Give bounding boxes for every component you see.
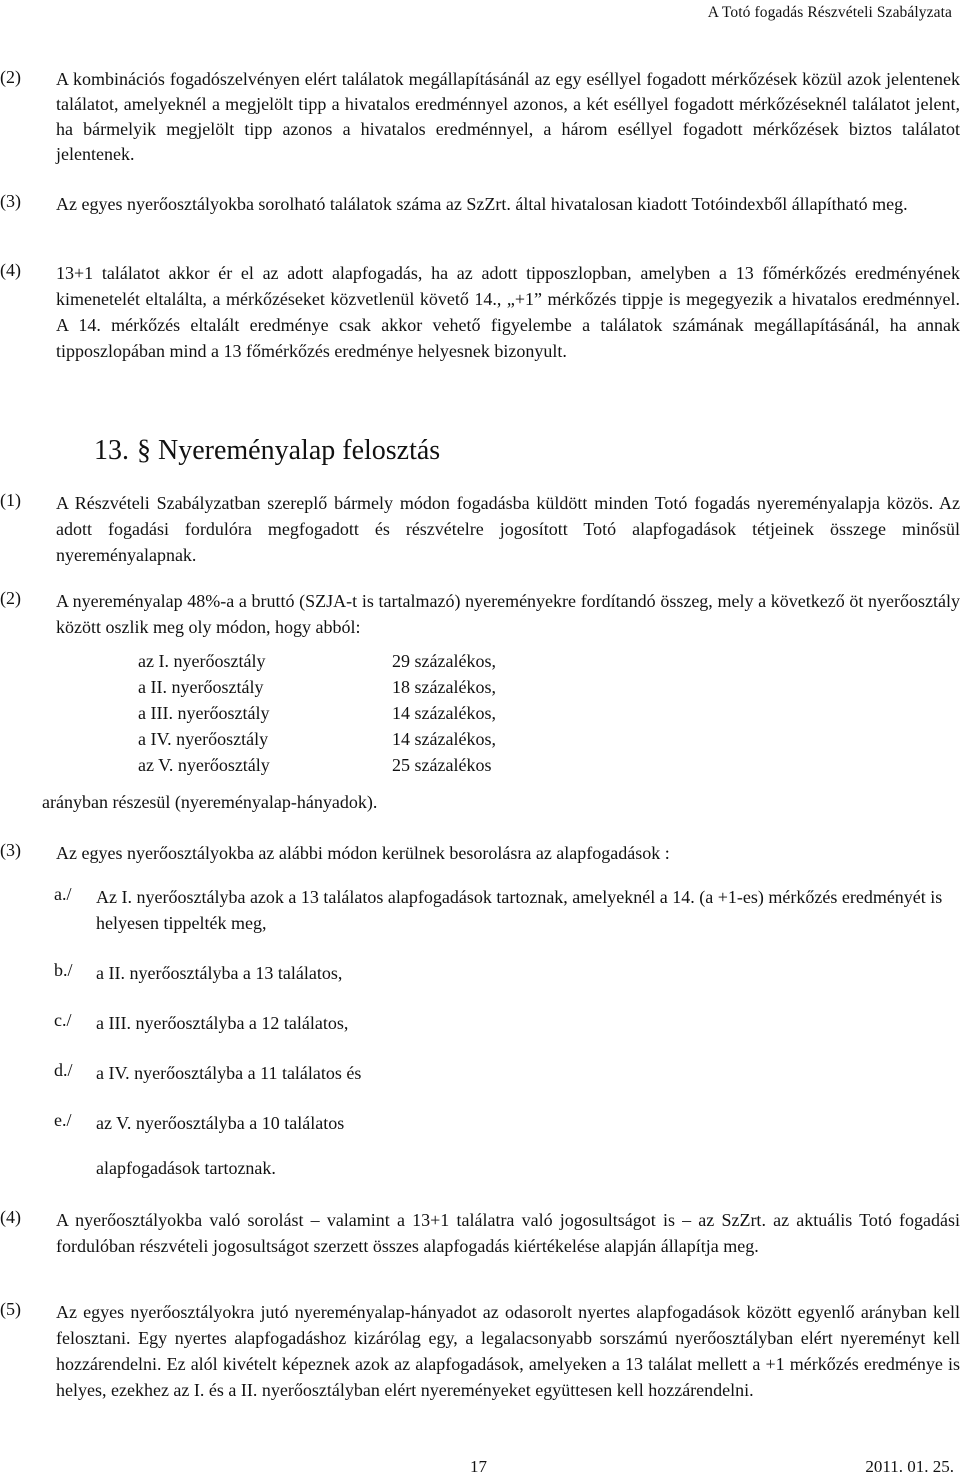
paragraph-number: (5) <box>0 1299 21 1319</box>
distribution-note: arányban részesül (nyereményalap-hányadok). <box>42 792 378 812</box>
paragraph-text: Az egyes nyerőosztályokra jutó nyereményalap-hányadot az odasorolt nyertes alapfogadások között egyenlő arányban kell felosztani. Egy nyertes alapfogadáshoz kizárólag egy, a legalacsonyabb sorszámú nyerőosztályban elért nyereményt kell hozzárendelni. Ez alól kivételt képeznek azok az alapfogadások, amelyeken a 13 találat mellett a +1 mérkőzés eredménye is helyes, ezekhez az I. és a II. nyerőosztályban elért nyereményeket együttesen kell hozzárendelni. <box>56 1302 960 1400</box>
subitem-label: b./ <box>54 960 73 980</box>
subitem-label: a./ <box>54 884 72 904</box>
paragraph-number: (1) <box>0 490 21 510</box>
paragraph-number: (2) <box>0 67 21 87</box>
subitem-label: e./ <box>54 1110 72 1130</box>
page-number: 17 <box>470 1457 487 1476</box>
winning-class: az I. nyerőosztály <box>138 651 266 671</box>
class-percent: 18 százalékos, <box>392 677 496 697</box>
paragraph-text: A kombinációs fogadószelvényen elért találatok megállapításánál az egy eséllyel fogadott mérkőzések közül azok jelentenek találatot, amelyeknél a megjelölt tipp a hivatalos eredménnyel azonos, a két eséllyel fogadott mérkőzéseknél találatot jelent, ha bármelyik megjelölt tipp azonos a hivatalos eredménnyel, a három eséllyel fogadott mérkőzések biztos találatot jelentenek. <box>56 69 960 164</box>
subitem-text: az V. nyerőosztályba a 10 találatos <box>96 1113 345 1133</box>
class-percent: 29 százalékos, <box>392 651 496 671</box>
section-symbol: § <box>137 435 151 466</box>
winning-class: a II. nyerőosztály <box>138 677 264 697</box>
section-title: Nyereményalap felosztás <box>158 435 441 466</box>
running-header: A Totó fogadás Részvételi Szabályzata <box>707 4 952 21</box>
class-percent: 14 százalékos, <box>392 729 496 749</box>
subitem-label: c./ <box>54 1010 72 1030</box>
paragraph-text: Az egyes nyerőosztályokba sorolható találatok száma az SzZrt. által hivatalosan kiadott Totóindexből állapítható meg. <box>56 194 908 214</box>
paragraph-number: (3) <box>0 840 21 860</box>
paragraph-number: (2) <box>0 588 21 608</box>
paragraph-text: A nyereményalap 48%-a a bruttó (SZJA-t is tartalmazó) nyereményekre fordítandó összeg, mely a következő öt nyerőosztály között oszlik meg oly módon, hogy abból: <box>56 591 960 637</box>
paragraph-text: 13+1 találatot akkor ér el az adott alapfogadás, ha az adott tipposzlopban, amelyben a 13 főmérkőzés eredményének kimenetelét eltalálta, a mérkőzéseket közvetlenül követő 14., „+1” mérkőzés tippje is megegyezik a hivatalos eredménnyel. A 14. mérkőzés eltalált eredménye csak akkor vehető figyelembe a találatok számának megállapításánál, ha annak tipposzlopában mind a 13 főmérkőzés eredménye helyesnek bizonyult. <box>56 263 960 361</box>
subitem-text: a IV. nyerőosztályba a 11 találatos és <box>96 1063 362 1083</box>
footer-date: 2011. 01. 25. <box>865 1457 954 1476</box>
class-percent: 14 százalékos, <box>392 703 496 723</box>
winning-class: a IV. nyerőosztály <box>138 729 269 749</box>
subitem-label: d./ <box>54 1060 73 1080</box>
class-percent: 25 százalékos <box>392 755 492 775</box>
subitem-text: a II. nyerőosztályba a 13 találatos, <box>96 963 343 983</box>
paragraph-text: A nyerőosztályokba való sorolást – valamint a 13+1 találatra való jogosultságot is – az SzZrt. az aktuális Totó fogadási fordulóban részvételi jogosultságot szerzett összes alapfogadás kiértékelése alapján állapítja meg. <box>56 1210 960 1256</box>
section-number: 13. <box>94 435 129 466</box>
winning-class: az V. nyerőosztály <box>138 755 270 775</box>
paragraph-number: (4) <box>0 260 21 280</box>
subitems-closing: alapfogadások tartoznak. <box>96 1158 276 1178</box>
paragraph-text: Az egyes nyerőosztályokba az alábbi módon kerülnek besorolásra az alapfogadások : <box>56 843 670 863</box>
paragraph-number: (4) <box>0 1207 21 1227</box>
subitem-text: a III. nyerőosztályba a 12 találatos, <box>96 1013 349 1033</box>
paragraph-text: A Részvételi Szabályzatban szereplő bármely módon fogadásba küldött minden Totó fogadás nyereményalapja közös. Az adott fogadási fordulóra megfogadott és részvételre jogosított Totó alapfogadások tétjeinek összege minősül nyereményalapnak. <box>56 493 960 565</box>
subitem-text: Az I. nyerőosztályba azok a 13 találatos alapfogadások tartoznak, amelyeknél a 14. (a +1-es) mérkőzés eredményét is helyesen tippelték meg, <box>96 887 943 933</box>
paragraph-number: (3) <box>0 191 21 211</box>
section-heading <box>94 434 440 468</box>
winning-class: a III. nyerőosztály <box>138 703 270 723</box>
